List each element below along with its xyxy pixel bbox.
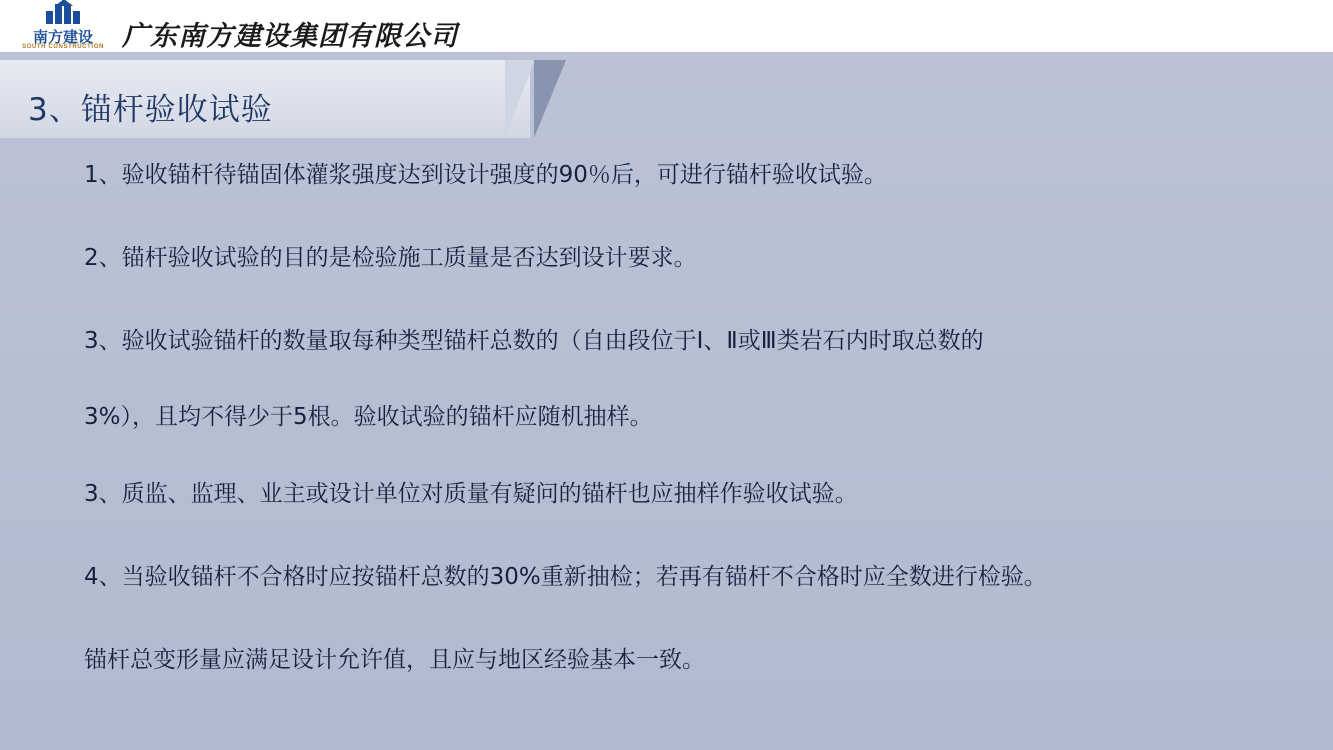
company-name: 广东南方建设集团有限公司 — [122, 21, 458, 52]
paragraph-2: 2、锚杆验收试验的目的是检验施工质量是否达到设计要求。 — [84, 244, 697, 271]
banner-accent-light — [505, 60, 535, 138]
logo-subtext: SOUTH CONSTRUCTION — [22, 44, 104, 50]
logo-text: 南方建设 — [32, 28, 93, 46]
building-logo-icon — [44, 2, 82, 24]
company-logo — [22, 2, 104, 60]
banner-accent-dark — [534, 60, 566, 138]
page-title: 3、锚杆验收试验 — [28, 92, 273, 128]
paragraph-4: 3%），且均不得少于5根。验收试验的锚杆应随机抽样。 — [84, 404, 653, 431]
paragraph-7: 锚杆总变形量应满足设计允许值，且应与地区经验基本一致。 — [84, 646, 705, 673]
paragraph-6: 4、当验收锚杆不合格时应按锚杆总数的30%重新抽检；若再有锚杆不合格时应全数进行检验。 — [84, 564, 1047, 591]
paragraph-3: 3、验收试验锚杆的数量取每种类型锚杆总数的（自由段位于Ⅰ、Ⅱ或Ⅲ类岩石内时取总数的 — [84, 327, 984, 354]
content-body — [84, 160, 1274, 676]
paragraph-1: 1、验收锚杆待锚固体灌浆强度达到设计强度的90％后，可进行锚杆验收试验。 — [84, 162, 887, 188]
paragraph-5: 3、质监、监理、业主或设计单位对质量有疑问的锚杆也应抽样作验收试验。 — [84, 481, 858, 508]
